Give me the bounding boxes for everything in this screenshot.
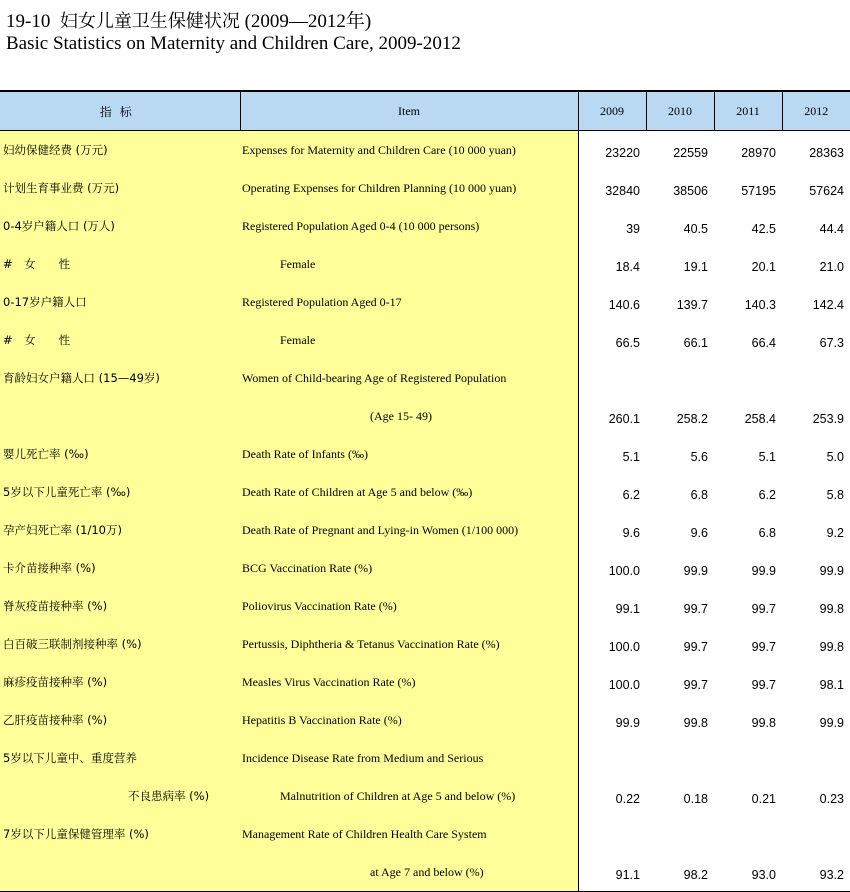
header-year-2012: 2012 bbox=[782, 92, 850, 131]
table-row bbox=[0, 435, 850, 473]
cell-value-2012: 9.2 bbox=[826, 526, 844, 540]
row-label-cn: 0-4岁户籍人口 (万人) bbox=[0, 207, 240, 245]
header-item-en: Item bbox=[240, 92, 578, 131]
row-label-en: Death Rate of Children at Age 5 and below (‰) bbox=[240, 473, 578, 511]
cell-value-2010: 38506 bbox=[673, 184, 708, 198]
cell-value-2010: 22559 bbox=[673, 146, 708, 160]
row-label-cn: 妇幼保健经费 (万元) bbox=[0, 131, 240, 170]
cell-value-2009: 100.0 bbox=[608, 640, 640, 654]
header-year-2009: 2009 bbox=[578, 92, 646, 131]
cell-value-2010: 6.8 bbox=[690, 488, 708, 502]
table-row bbox=[0, 321, 850, 359]
cell-value-2011: 99.7 bbox=[751, 602, 776, 616]
cell-value-2009: 100.0 bbox=[608, 564, 640, 578]
row-label-cn bbox=[0, 853, 240, 892]
cell-value-2010: 9.6 bbox=[690, 526, 708, 540]
cell-value-2012: 98.1 bbox=[819, 678, 844, 692]
statistics-table bbox=[0, 92, 850, 892]
cell-value-2011 bbox=[714, 815, 782, 853]
cell-value-2011 bbox=[714, 359, 782, 397]
row-label-en: Expenses for Maternity and Children Care (10 000 yuan) bbox=[240, 131, 578, 170]
cell-value-2010: 99.7 bbox=[683, 678, 708, 692]
cell-value-2012: 28363 bbox=[809, 146, 844, 160]
cell-value-2009: 100.0 bbox=[608, 678, 640, 692]
cell-value-2012 bbox=[782, 815, 850, 853]
cell-value-2011: 6.8 bbox=[758, 526, 776, 540]
row-label-en: Registered Population Aged 0-4 (10 000 persons) bbox=[240, 207, 578, 245]
cell-value-2010: 0.18 bbox=[683, 792, 708, 806]
cell-value-2009: 140.6 bbox=[608, 298, 640, 312]
table-title-cn bbox=[6, 6, 371, 33]
cell-value-2011: 57195 bbox=[741, 184, 776, 198]
cell-value-2011: 99.9 bbox=[751, 564, 776, 578]
table-row bbox=[0, 701, 850, 739]
row-label-en: Pertussis, Diphtheria & Tetanus Vaccination Rate (%) bbox=[240, 625, 578, 663]
table-row bbox=[0, 169, 850, 207]
cell-value-2009 bbox=[578, 359, 646, 397]
cell-value-2010 bbox=[646, 359, 714, 397]
table-row bbox=[0, 663, 850, 701]
cell-value-2012: 21.0 bbox=[819, 260, 844, 274]
cell-value-2010: 99.9 bbox=[683, 564, 708, 578]
cell-value-2009: 5.1 bbox=[622, 450, 640, 464]
row-label-en: Women of Child-bearing Age of Registered Population bbox=[240, 359, 578, 397]
cell-value-2010: 66.1 bbox=[683, 336, 708, 350]
cell-value-2012: 44.4 bbox=[819, 222, 844, 236]
cell-value-2012: 67.3 bbox=[819, 336, 844, 350]
row-label-cn: 婴儿死亡率 (‰) bbox=[0, 435, 240, 473]
row-label-cn: 不良患病率 (%) bbox=[0, 777, 240, 815]
table-row bbox=[0, 511, 850, 549]
table-row bbox=[0, 815, 850, 853]
header-year-2010: 2010 bbox=[646, 92, 714, 131]
cell-value-2011: 6.2 bbox=[758, 488, 776, 502]
row-label-en: (Age 15- 49) bbox=[240, 397, 578, 435]
row-label-cn: 7岁以下儿童保健管理率 (%) bbox=[0, 815, 240, 853]
cell-value-2011: 258.4 bbox=[744, 412, 776, 426]
cell-value-2010 bbox=[646, 815, 714, 853]
cell-value-2009: 23220 bbox=[605, 146, 640, 160]
cell-value-2012: 99.8 bbox=[819, 602, 844, 616]
cell-value-2011: 66.4 bbox=[751, 336, 776, 350]
row-label-en: Poliovirus Vaccination Rate (%) bbox=[240, 587, 578, 625]
cell-value-2012: 99.9 bbox=[819, 564, 844, 578]
cell-value-2009: 99.9 bbox=[615, 716, 640, 730]
table-title-years: (2009—2012年) bbox=[244, 11, 372, 32]
cell-value-2011: 99.8 bbox=[751, 716, 776, 730]
cell-value-2010: 139.7 bbox=[676, 298, 708, 312]
row-label-en: Hepatitis B Vaccination Rate (%) bbox=[240, 701, 578, 739]
header-year-2011: 2011 bbox=[714, 92, 782, 131]
row-label-cn: 孕产妇死亡率 (1/10万) bbox=[0, 511, 240, 549]
row-label-cn: 白百破三联制剂接种率 (%) bbox=[0, 625, 240, 663]
cell-value-2012: 0.23 bbox=[819, 792, 844, 806]
cell-value-2010: 99.7 bbox=[683, 602, 708, 616]
cell-value-2012: 253.9 bbox=[812, 412, 844, 426]
cell-value-2011: 5.1 bbox=[758, 450, 776, 464]
table-row bbox=[0, 549, 850, 587]
table-header-row bbox=[0, 92, 850, 131]
cell-value-2011: 42.5 bbox=[751, 222, 776, 236]
table-row bbox=[0, 359, 850, 397]
table-row bbox=[0, 207, 850, 245]
cell-value-2009: 0.22 bbox=[615, 792, 640, 806]
cell-value-2010: 258.2 bbox=[676, 412, 708, 426]
cell-value-2012: 99.8 bbox=[819, 640, 844, 654]
cell-value-2010 bbox=[646, 739, 714, 777]
cell-value-2010: 40.5 bbox=[683, 222, 708, 236]
table-row bbox=[0, 397, 850, 435]
table-row bbox=[0, 131, 850, 170]
cell-value-2011: 99.7 bbox=[751, 678, 776, 692]
row-label-en: Malnutrition of Children at Age 5 and below (%) bbox=[240, 777, 578, 815]
cell-value-2009: 66.5 bbox=[615, 336, 640, 350]
cell-value-2009: 32840 bbox=[605, 184, 640, 198]
cell-value-2011 bbox=[714, 739, 782, 777]
row-label-en: Operating Expenses for Children Planning (10 000 yuan) bbox=[240, 169, 578, 207]
row-label-cn: 麻疹疫苗接种率 (%) bbox=[0, 663, 240, 701]
row-label-en: Measles Virus Vaccination Rate (%) bbox=[240, 663, 578, 701]
cell-value-2009: 9.6 bbox=[622, 526, 640, 540]
row-label-cn: 计划生育事业费 (万元) bbox=[0, 169, 240, 207]
cell-value-2011: 28970 bbox=[741, 146, 776, 160]
cell-value-2012 bbox=[782, 739, 850, 777]
row-label-en: at Age 7 and below (%) bbox=[240, 853, 578, 892]
cell-value-2011: 99.7 bbox=[751, 640, 776, 654]
row-label-cn bbox=[0, 397, 240, 435]
table-body bbox=[0, 131, 850, 892]
table-number: 19-10 bbox=[6, 11, 51, 32]
cell-value-2009: 6.2 bbox=[622, 488, 640, 502]
cell-value-2010: 5.6 bbox=[690, 450, 708, 464]
cell-value-2012: 93.2 bbox=[782, 853, 850, 892]
cell-value-2009: 99.1 bbox=[615, 602, 640, 616]
cell-value-2009 bbox=[578, 739, 646, 777]
table-row bbox=[0, 625, 850, 663]
cell-value-2011: 20.1 bbox=[751, 260, 776, 274]
cell-value-2011: 0.21 bbox=[751, 792, 776, 806]
row-label-cn: 5岁以下儿童死亡率 (‰) bbox=[0, 473, 240, 511]
cell-value-2011: 93.0 bbox=[714, 853, 782, 892]
cell-value-2012: 99.9 bbox=[819, 716, 844, 730]
table-row bbox=[0, 587, 850, 625]
row-label-en: Female bbox=[240, 245, 578, 283]
cell-value-2012: 142.4 bbox=[812, 298, 844, 312]
row-label-cn: 乙肝疫苗接种率 (%) bbox=[0, 701, 240, 739]
cell-value-2009: 18.4 bbox=[615, 260, 640, 274]
row-label-cn: 0-17岁户籍人口 bbox=[0, 283, 240, 321]
cell-value-2009: 260.1 bbox=[608, 412, 640, 426]
row-label-cn: # 女 性 bbox=[0, 321, 240, 359]
cell-value-2012: 57624 bbox=[809, 184, 844, 198]
row-label-cn: # 女 性 bbox=[0, 245, 240, 283]
row-label-cn: 5岁以下儿童中、重度营养 bbox=[0, 739, 240, 777]
table-row bbox=[0, 245, 850, 283]
cell-value-2010: 98.2 bbox=[646, 853, 714, 892]
cell-value-2010: 99.8 bbox=[683, 716, 708, 730]
table-title-cn-text: 妇女儿童卫生保健状况 bbox=[59, 11, 240, 32]
row-label-en: Incidence Disease Rate from Medium and Serious bbox=[240, 739, 578, 777]
cell-value-2010: 19.1 bbox=[683, 260, 708, 274]
header-indicator-cn: 指标 bbox=[0, 92, 240, 131]
table-row bbox=[0, 853, 850, 892]
row-label-en: Death Rate of Pregnant and Lying-in Women (1/100 000) bbox=[240, 511, 578, 549]
table-title-en: Basic Statistics on Maternity and Children Care, 2009-2012 bbox=[6, 33, 461, 54]
row-label-en: Management Rate of Children Health Care System bbox=[240, 815, 578, 853]
cell-value-2011: 140.3 bbox=[744, 298, 776, 312]
row-label-en: Death Rate of Infants (‰) bbox=[240, 435, 578, 473]
cell-value-2012 bbox=[782, 359, 850, 397]
table-row bbox=[0, 739, 850, 777]
row-label-en: Female bbox=[240, 321, 578, 359]
table-row bbox=[0, 473, 850, 511]
row-label-cn: 育龄妇女户籍人口 (15—49岁) bbox=[0, 359, 240, 397]
cell-value-2010: 99.7 bbox=[683, 640, 708, 654]
row-label-cn: 脊灰疫苗接种率 (%) bbox=[0, 587, 240, 625]
cell-value-2012: 5.0 bbox=[826, 450, 844, 464]
row-label-en: BCG Vaccination Rate (%) bbox=[240, 549, 578, 587]
cell-value-2009: 91.1 bbox=[578, 853, 646, 892]
cell-value-2012: 5.8 bbox=[826, 488, 844, 502]
table-row bbox=[0, 777, 850, 815]
cell-value-2009 bbox=[578, 815, 646, 853]
row-label-cn: 卡介苗接种率 (%) bbox=[0, 549, 240, 587]
row-label-en: Registered Population Aged 0-17 bbox=[240, 283, 578, 321]
cell-value-2009: 39 bbox=[626, 222, 640, 236]
table-row bbox=[0, 283, 850, 321]
